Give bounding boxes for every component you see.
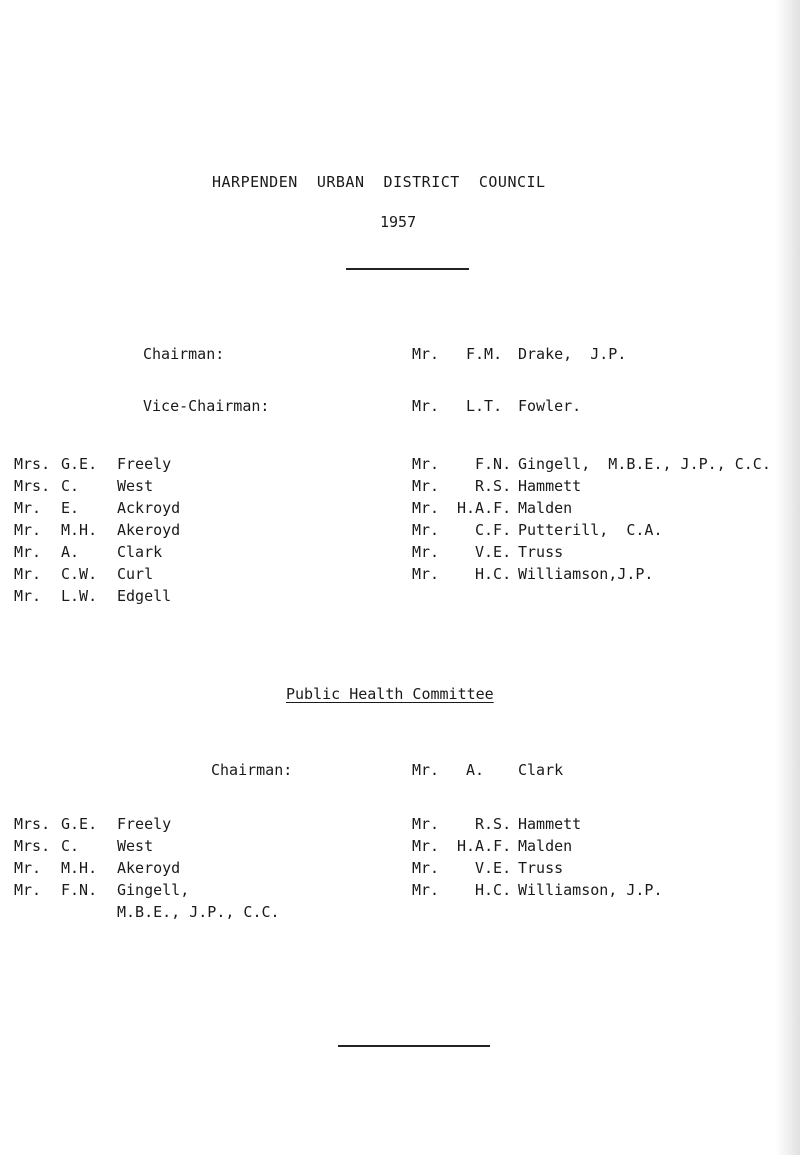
vice-chairman-initials: L.T. [466,397,503,415]
list-item [0,455,800,475]
list-item [0,587,800,607]
list-item [0,859,800,879]
member-name: Curl [117,565,154,583]
member-initials: G.E. [61,455,98,473]
member-initials: M.H. [61,521,98,539]
member-title: Mr. [412,565,440,583]
member-name: Malden [518,837,573,855]
member-initials: H.C. [475,881,512,899]
member-title: Mr. [412,837,440,855]
member-name: Ackroyd [117,499,181,517]
member-name: West [117,837,154,855]
member-initials: F.N. [61,881,98,899]
member-name: Williamson,J.P. [518,565,654,583]
list-item [0,565,800,585]
member-title: Mr. [412,477,440,495]
member-name: Hammett [518,477,582,495]
committee-title: Public Health Committee [286,685,494,703]
list-item [0,815,800,835]
vice-chairman-row [0,397,800,417]
member-initials: C.W. [61,565,98,583]
list-item [0,499,800,519]
member-name: Truss [518,543,564,561]
vice-chairman-label: Vice-Chairman: [143,397,270,415]
member-name: Clark [117,543,163,561]
member-initials: V.E. [475,859,512,877]
member-title: Mr. [14,521,42,539]
member-title: Mr. [412,815,440,833]
member-initials: G.E. [61,815,98,833]
committee-chairman-label: Chairman: [211,761,293,779]
list-item [0,521,800,541]
member-initials: E. [61,499,80,517]
member-title: Mr. [14,859,42,877]
member-name: Akeroyd [117,521,181,539]
member-title: Mr. [412,455,440,473]
member-initials: H.A.F. [457,837,512,855]
member-name: Freely [117,815,172,833]
member-title: Mrs. [14,815,51,833]
chairman-initials: F.M. [466,345,503,363]
member-title: Mr. [412,499,440,517]
chairman-label: Chairman: [143,345,225,363]
member-initials: R.S. [475,477,512,495]
chairman-name: Drake, J.P. [518,345,627,363]
member-name: Gingell, [117,881,190,899]
member-title: Mr. [14,499,42,517]
chairman-title: Mr. [412,345,440,363]
divider-bottom [338,1045,490,1047]
member-title: Mr. [412,859,440,877]
year: 1957 [380,213,417,231]
member-name: Putterill, C.A. [518,521,663,539]
member-title: Mr. [412,543,440,561]
member-initials: V.E. [475,543,512,561]
committee-chairman-title: Mr. [412,761,440,779]
divider-top [346,268,469,270]
member-initials: H.A.F. [457,499,512,517]
member-initials: F.N. [475,455,512,473]
member-title: Mr. [14,565,42,583]
member-initials: L.W. [61,587,98,605]
member-title: Mrs. [14,455,51,473]
member-title: Mr. [14,881,42,899]
chairman-row [0,345,800,365]
list-item [0,543,800,563]
member-honours: M.B.E., J.P., C.C. [117,903,280,921]
member-name: Williamson, J.P. [518,881,663,899]
member-name: Gingell, M.B.E., J.P., C.C. [518,455,771,473]
member-name: Hammett [518,815,582,833]
list-item [0,881,800,901]
list-item-continuation [0,903,800,923]
list-item [0,837,800,857]
vice-chairman-name: Fowler. [518,397,582,415]
member-title: Mr. [412,881,440,899]
member-name: Edgell [117,587,172,605]
member-initials: C.F. [475,521,512,539]
committee-chairman-name: Clark [518,761,564,779]
member-name: Freely [117,455,172,473]
member-title: Mr. [412,521,440,539]
committee-chairman-row [0,761,800,781]
member-title: Mrs. [14,477,51,495]
member-initials: A. [61,543,80,561]
member-name: Malden [518,499,573,517]
member-initials: M.H. [61,859,98,877]
member-initials: H.C. [475,565,512,583]
member-name: West [117,477,154,495]
member-title: Mr. [14,543,42,561]
member-initials: C. [61,837,80,855]
member-title: Mr. [14,587,42,605]
member-title: Mrs. [14,837,51,855]
member-name: Akeroyd [117,859,181,877]
list-item [0,477,800,497]
council-title: HARPENDEN URBAN DISTRICT COUNCIL [212,173,546,191]
vice-chairman-title: Mr. [412,397,440,415]
member-initials: R.S. [475,815,512,833]
committee-chairman-initials: A. [466,761,485,779]
member-initials: C. [61,477,80,495]
member-name: Truss [518,859,564,877]
